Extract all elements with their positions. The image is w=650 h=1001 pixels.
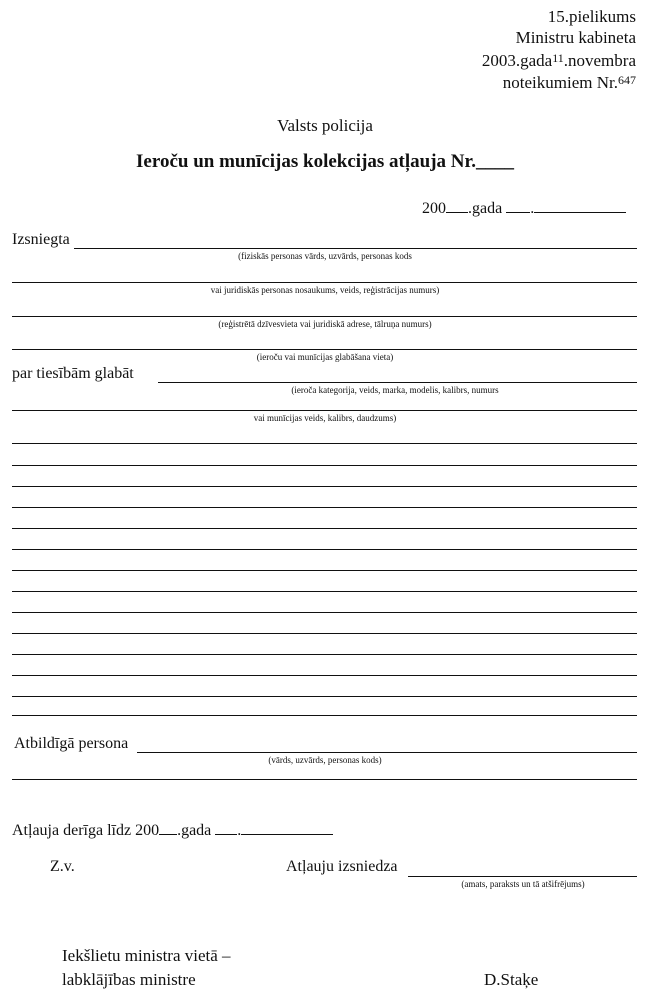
issue-date-year-prefix: 200 [422, 200, 446, 217]
blank-line[interactable] [12, 443, 637, 444]
appendix-regulation [503, 70, 636, 93]
responsible-person-line-2[interactable] [12, 779, 637, 780]
appendix-date [482, 48, 636, 71]
storage-right-caption-1: (ieroča kategorija, veids, marka, modelis, kalibrs, numurs [291, 385, 499, 395]
issued-to-caption-2: vai juridiskās personas nosaukums, veids, reģistrācijas numurs) [210, 285, 440, 295]
issued-to-caption-4: (ieroču vai munīcijas glabāšana vieta) [256, 352, 394, 362]
blank-line[interactable] [12, 591, 637, 592]
issuing-authority: Valsts policija [277, 116, 373, 135]
issue-date-year-blank[interactable] [446, 198, 468, 213]
appendix-date-prefix: 2003.gada [481, 51, 553, 70]
blank-line[interactable] [12, 675, 637, 676]
responsible-person-label: Atbildīgā persona [14, 735, 129, 752]
issued-to-caption-3: (reģistrētā dzīvesvieta vai juridiskā adrese, tālruņa numurs) [218, 319, 432, 329]
issued-to-caption-1: (fiziskās personas vārds, uzvārds, personas kods [238, 251, 412, 261]
issued-to-line-2[interactable] [12, 282, 637, 283]
storage-right-line-2[interactable] [12, 410, 637, 411]
validity-line [12, 820, 333, 840]
issued-to-label: Izsniegta [12, 231, 70, 248]
validity-gada: .gada [177, 822, 212, 839]
blank-line[interactable] [12, 633, 637, 634]
appendix-regulation-prefix: noteikumiem Nr. [502, 73, 618, 92]
blank-line[interactable] [12, 570, 637, 571]
validity-dot: . [237, 822, 242, 839]
responsible-person-line[interactable] [137, 752, 637, 753]
issue-date-line [422, 198, 626, 218]
blank-line[interactable] [12, 696, 637, 697]
storage-right-label: par tiesībām glabāt [12, 365, 134, 382]
issuer-line[interactable] [408, 876, 637, 877]
validity-month-blank[interactable] [241, 820, 333, 835]
issuer-caption: (amats, paraksts un tā atšifrējums) [461, 879, 585, 889]
appendix-date-day: 11 [552, 51, 564, 65]
issue-date-gada: .gada [468, 200, 503, 217]
stamp-place-label: Z.v. [50, 858, 75, 875]
responsible-person-caption: (vārds, uzvārds, personas kods) [268, 755, 382, 765]
appendix-regulation-number: 647 [618, 73, 636, 87]
blank-line[interactable] [12, 612, 637, 613]
appendix-cabinet: Ministru kabineta [515, 28, 636, 47]
validity-day-blank[interactable] [215, 820, 237, 835]
issue-date-dot: . [530, 200, 535, 217]
issued-to-line-3[interactable] [12, 316, 637, 317]
validity-year-blank[interactable] [159, 820, 177, 835]
blank-line[interactable] [12, 486, 637, 487]
blank-line[interactable] [12, 715, 637, 716]
blank-line[interactable] [12, 528, 637, 529]
storage-right-caption-2: vai munīcijas veids, kalibrs, daudzums) [253, 413, 397, 423]
signatory-title-line-2: labklājības ministre [62, 970, 196, 989]
issued-to-line[interactable] [74, 248, 637, 249]
issuer-label: Atļauju izsniedza [286, 858, 398, 875]
issue-date-day-blank[interactable] [506, 198, 530, 213]
appendix-number: 15.pielikums [547, 7, 636, 26]
issued-to-line-4[interactable] [12, 349, 637, 350]
blank-line[interactable] [12, 654, 637, 655]
validity-prefix: Atļauja derīga līdz 200 [12, 822, 160, 839]
appendix-date-suffix: .novembra [563, 51, 636, 70]
signatory-title-line-1: Iekšlietu ministra vietā – [62, 946, 231, 965]
issue-date-month-blank[interactable] [534, 198, 626, 213]
blank-line[interactable] [12, 465, 637, 466]
blank-line[interactable] [12, 507, 637, 508]
blank-line[interactable] [12, 549, 637, 550]
signatory-name: D.Staķe [484, 970, 539, 989]
storage-right-line[interactable] [158, 382, 637, 383]
document-title: Ieroču un munīcijas kolekcijas atļauja Nr.____ [136, 151, 514, 172]
